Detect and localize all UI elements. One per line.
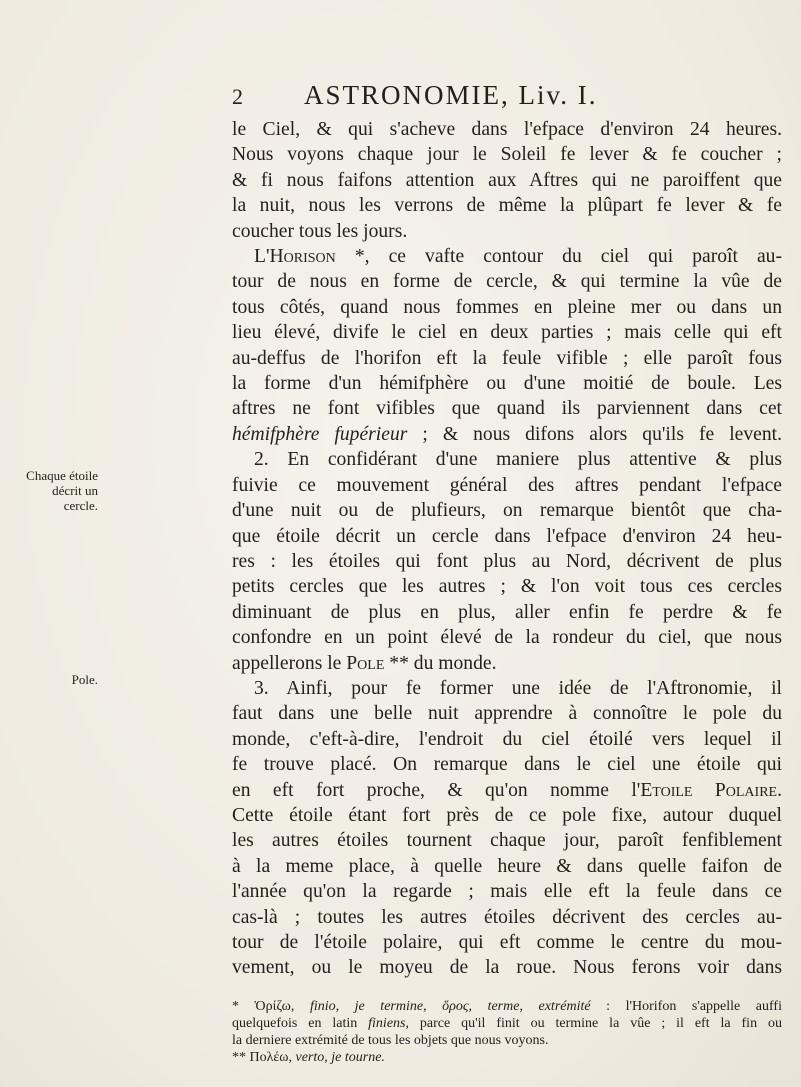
footnote-line: ** Πολέω, verto, je tourne. — [232, 1050, 385, 1065]
text-line: que étoile décrit un cercle dans l'efpace d'environ 24 heu- — [232, 525, 782, 547]
footnotes — [232, 998, 782, 1066]
text-line: vement, ou le moyeu de la roue. Nous ferons voir dans — [232, 957, 782, 979]
text-line: les autres étoiles tournent chaque jour, paroît fenfiblement — [232, 830, 782, 852]
text-line: la forme d'un hémifphère ou d'une moitié de boule. Les — [232, 373, 782, 395]
text-line: tous côtés, quand nous fommes en pleine mer ou dans un — [232, 296, 782, 318]
text-line: Cette étoile étant fort près de ce pole fixe, autour duquel — [232, 804, 782, 826]
text-line: hémifphère fupérieur ; & nous difons alors qu'ils fe levent. — [232, 423, 782, 445]
text-line: fe trouve placé. On remarque dans le ciel une étoile qui — [232, 754, 782, 776]
running-title: ASTRONOMIE, Liv. I. — [304, 80, 598, 110]
text-line: 2. En confidérant d'une maniere plus attentive & plus — [254, 449, 782, 471]
text-line: diminuant de plus en plus, aller enfin fe perdre & fe — [232, 601, 782, 623]
text-line: tour de l'étoile polaire, qui eft comme le centre du mou- — [232, 932, 782, 953]
footnote-line: * Ὁρίζω, finio, je termine, ὅρος, terme, extrémité : l'Horifon s'appelle auffi — [232, 999, 782, 1014]
running-header — [232, 80, 792, 111]
text-line: Nous voyons chaque jour le Soleil fe lever & fe coucher ; — [232, 144, 782, 166]
text-line: lieu élevé, divife le ciel en deux parties ; mais celle qui eft — [232, 322, 782, 344]
text-line: faut dans une belle nuit apprendre à connoître le pole du — [232, 703, 782, 725]
margin-note-pole: Pole. — [71, 672, 98, 687]
text-line: le Ciel, & qui s'acheve dans l'efpace d'environ 24 heures. — [232, 119, 782, 140]
main-text — [232, 117, 782, 981]
text-line: en eft fort proche, & qu'on nomme l'Etoile Polaire. — [232, 779, 782, 801]
footnote-line: quelquefois en latin finiens, parce qu'il finit ou termine la vûe ; il eft la fin ou — [232, 1016, 782, 1031]
text-line: cas-là ; toutes les autres étoiles décrivent des cercles au- — [232, 906, 782, 928]
text-line: la nuit, nous les verrons de même la plûpart fe lever & fe — [232, 195, 782, 217]
text-line: petits cercles que les autres ; & l'on voit tous ces cercles — [232, 576, 782, 598]
text-line: fuivie ce mouvement général des aftres pendant l'efpace — [232, 474, 782, 496]
text-line: à la meme place, à quelle heure & dans quelle faifon de — [232, 855, 782, 877]
text-line: l'année qu'on la regarde ; mais elle eft la feule dans ce — [232, 881, 782, 903]
text-line: au-deffus de l'horifon eft la feule vifible ; elle paroît fous — [232, 347, 782, 369]
text-line: monde, c'eft-à-dire, l'endroit du ciel étoilé vers lequel il — [232, 728, 782, 750]
margin-note-chaque-etoile: Chaque étoile décrit un cercle. — [26, 468, 98, 513]
footnote-line: la derniere extrémité de tous les objets que nous voyons. — [232, 1033, 549, 1048]
text-line: confondre en un point élevé de la rondeur du ciel, que nous — [232, 627, 782, 649]
text-line: appellerons le Pole ** du monde. — [232, 652, 497, 674]
text-line: aftres ne font vifibles que quand ils parviennent dans cet — [232, 398, 782, 420]
text-line: 3. Ainfi, pour fe former une idée de l'Aftronomie, il — [254, 677, 782, 699]
text-line: d'une nuit ou de plufieurs, on remarque bientôt que cha- — [232, 500, 782, 522]
text-line: & fi nous faifons attention aux Aftres qui ne paroiffent que — [232, 169, 782, 191]
text-line: coucher tous les jours. — [232, 220, 408, 242]
text-line: tour de nous en forme de cercle, & qui termine la vûe de — [232, 271, 782, 293]
text-line: L'Horison *, ce vafte contour du ciel qui paroît au- — [254, 246, 782, 268]
text-line: res : les étoiles qui font plus au Nord, décrivent de plus — [232, 550, 782, 572]
page-number: 2 — [232, 84, 243, 109]
